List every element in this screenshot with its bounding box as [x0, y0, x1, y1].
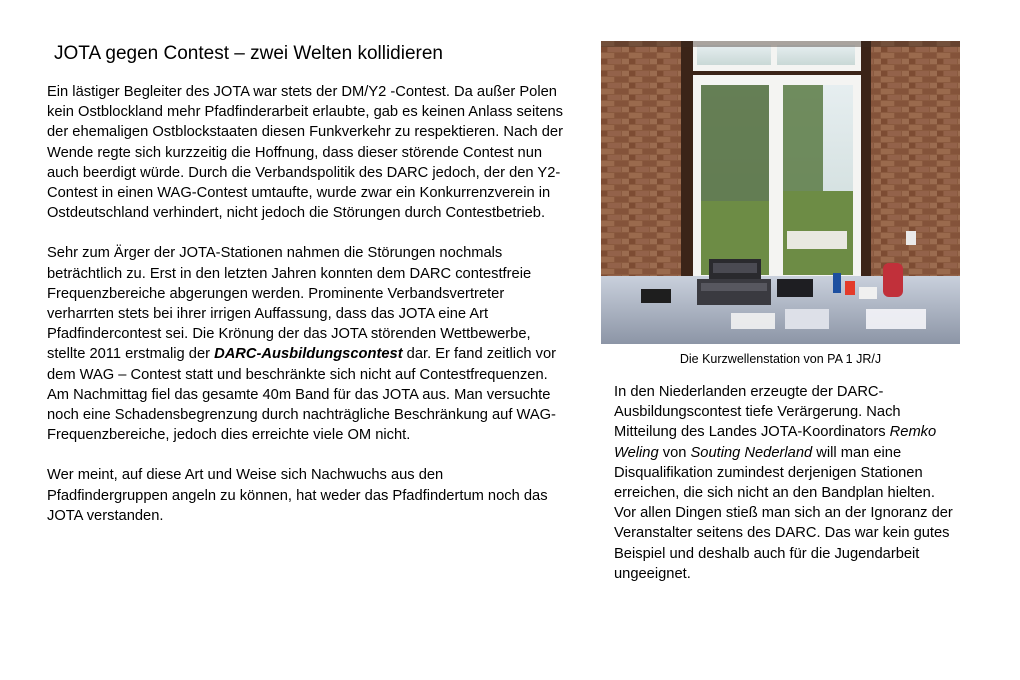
paragraph-text: Sehr zum Ärger der JOTA-Stationen nahmen die Störungen nochmals beträchtlich zu. Erst in den letzten Jahren konnten dem DARC contestfreie Frequenzbereiche abgerungen werden. Prominente Verbandsvertreter verharrten stets bei ihrer irrigen Auffassung, dass das JOTA eine Art Pfadfindercontest sei. Die Krönung der das JOTA störenden Wettbewerbe, stellte 2011 erstmalig der	[47, 245, 532, 363]
paragraph-fazit: Wer meint, auf diese Art und Weise sich Nachwuchs aus den Pfadfindergruppen angeln zu können, hat weder das Pfadfindertum noch das JOTA verstanden.	[47, 467, 548, 524]
name-remko-weling: Remko Weling	[614, 424, 937, 461]
paragraph-text: dar. Er fand zeitlich vor dem WAG – Contest statt und beschränkte sich nicht auf Contestfrequenzen. Am Nachmittag fiel das gesamte 40m Band für das JOTA aus. Man versuchte noch eine Schadensbegrenzung durch nachträgliche Beschränkung auf WAG-Frequenzbereiche, jedoch dies erreichte viele OM nicht.	[47, 346, 557, 444]
paragraph-text: will man eine Disqualifikation zumindest derjenigen Stationen erreichen, die sich nicht an den Bandplan hielten. Vor allen Dingen stieß man sich an der Ignoranz der Veranstalter seitens des DARC. Das war kein gutes Beispiel und deshalb auch für die Jugendarbeit ungeeignet.	[614, 444, 953, 582]
radio-station-illustration	[601, 41, 960, 344]
paragraph-niederlande	[614, 382, 959, 584]
paragraph-dm-y2-contest: Ein lästiger Begleiter des JOTA war stets der DM/Y2 -Contest. Da außer Polen kein Ostblockland mehr Pfadfinderarbeit erlaubte, gab es keinen Anlass seitens der ehemaligen Ostblockstaaten diesen Funkverkehr zu respektieren. Nach der Wende regte sich kurzzeitig die Hoffnung, dass dieser störende Contest nun auch beerdigt würde. Durch die Verbandspolitik des DARC jedoch, der den Y2-Contest in einen WAG-Contest umtaufte, wurde zwar ein Konkurrenzverein in Ostdeutschland verhindert, nicht jedoch die Störungen durch Contestbetrieb.	[47, 84, 563, 222]
page-title: JOTA gegen Contest – zwei Welten kollidieren	[54, 43, 443, 64]
name-souting-nederland: Souting Nederland	[690, 444, 813, 461]
paragraph-stoerungen	[47, 243, 567, 445]
paragraph-text: von	[658, 444, 691, 461]
photo-caption: Die Kurzwellenstation von PA 1 JR/J	[679, 352, 882, 366]
radio-station-photo	[601, 41, 960, 344]
emphasis-darc-ausbildungscontest: DARC-Ausbildungscontest	[214, 346, 403, 363]
side-text-column	[614, 382, 959, 584]
paragraph-text: In den Niederlanden erzeugte der DARC-Ausbildungscontest tiefe Verärgerung. Nach Mitteilung des Landes JOTA-Koordinators	[614, 384, 901, 441]
main-text-column	[47, 82, 567, 526]
